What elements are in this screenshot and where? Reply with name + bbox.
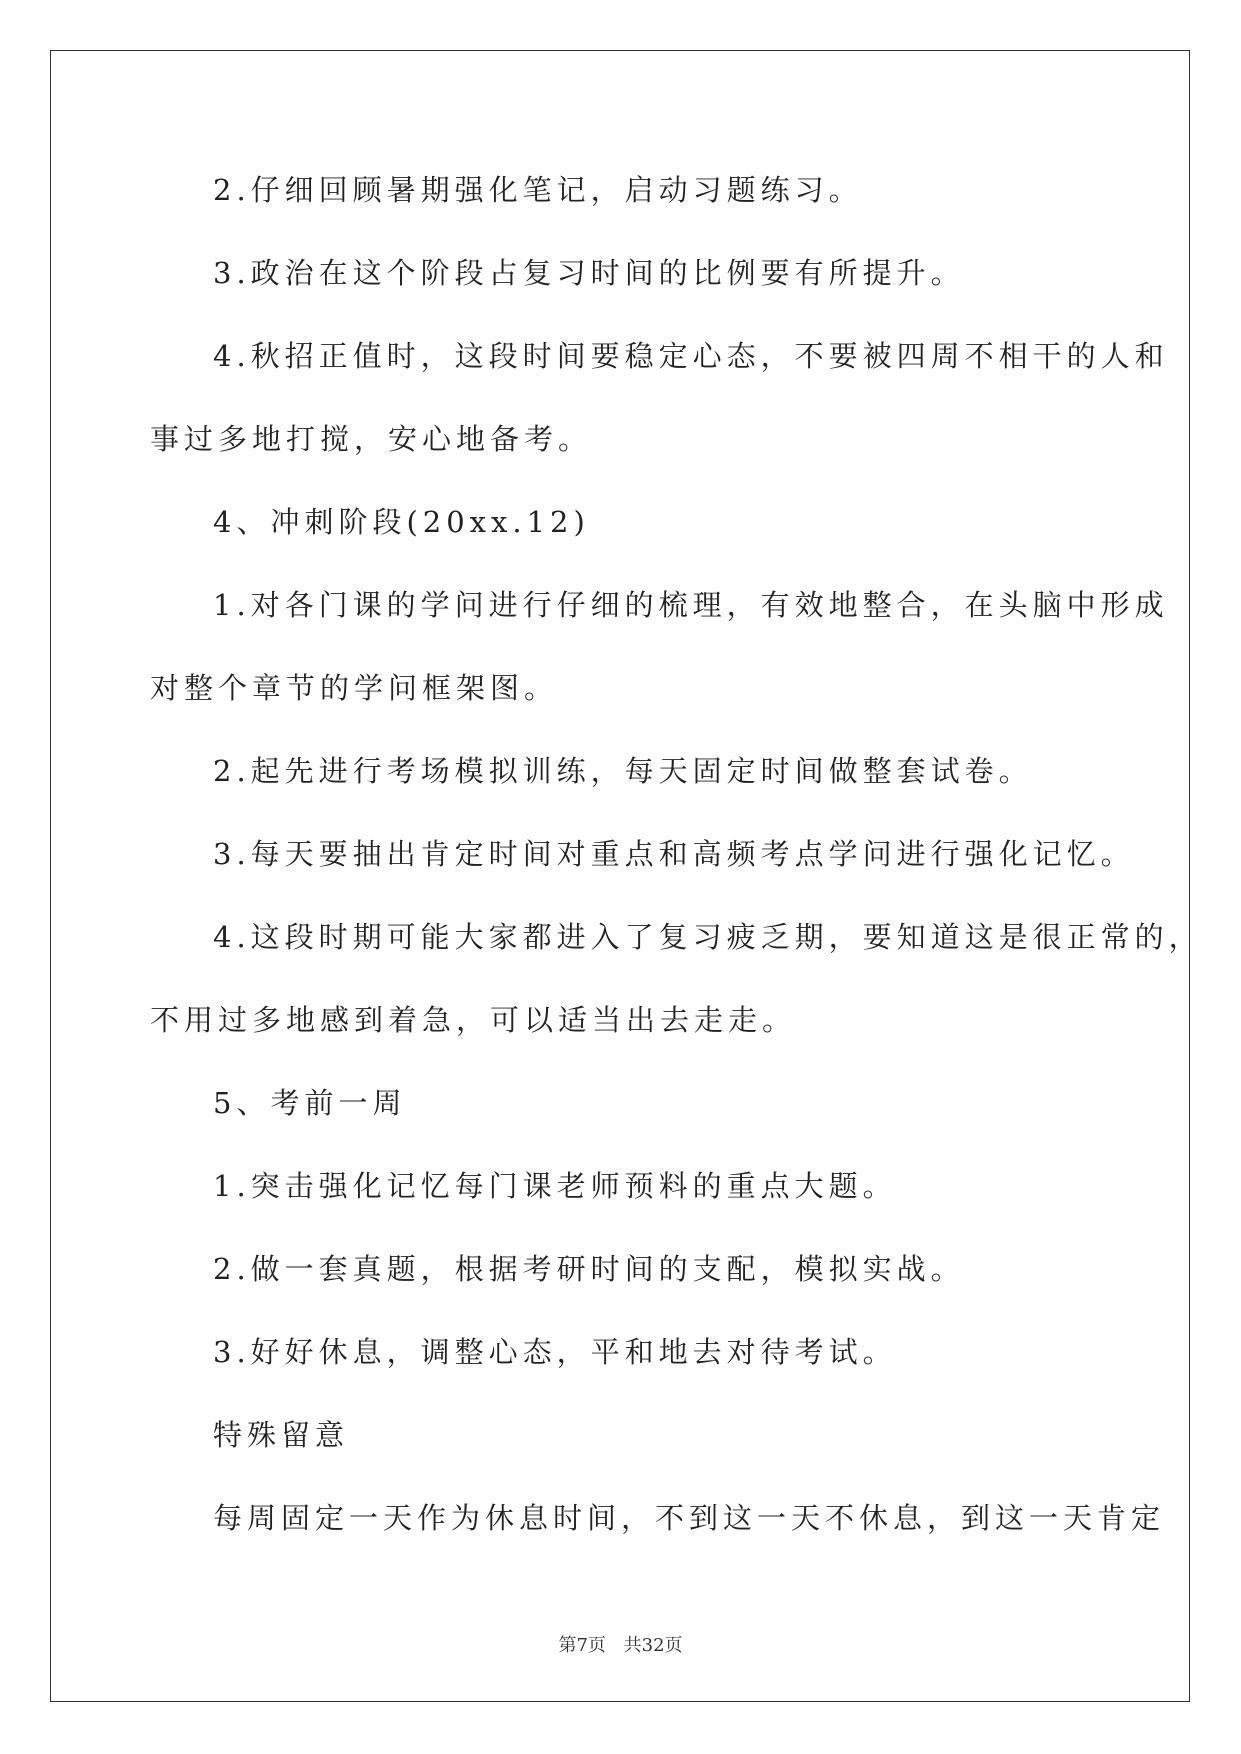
- page-footer: [0, 1634, 1241, 1658]
- paragraph-line: 2.起先进行考场模拟训练，每天固定时间做整套试卷。: [213, 754, 1033, 788]
- page-number: 第7页: [558, 1635, 606, 1656]
- paragraph-line: 不用过多地感到着急，可以适当出去走走。: [150, 1003, 797, 1037]
- paragraph-line: 3.每天要抽出肯定时间对重点和高频考点学问进行强化记忆。: [213, 837, 1135, 871]
- section-heading: 4、冲刺阶段(20xx.12): [213, 505, 590, 539]
- section-heading: 特殊留意: [213, 1418, 350, 1452]
- page-total: 共32页: [623, 1635, 683, 1656]
- paragraph-line: 3.好好休息，调整心态，平和地去对待考试。: [213, 1335, 897, 1369]
- paragraph-line: 2.做一套真题，根据考研时间的支配，模拟实战。: [213, 1252, 965, 1286]
- paragraph-line: 3.政治在这个阶段占复习时间的比例要有所提升。: [213, 256, 965, 290]
- paragraph-line: 每周固定一天作为休息时间，不到这一天不休息，到这一天肯定: [213, 1501, 1166, 1535]
- paragraph-line: 1.突击强化记忆每门课老师预料的重点大题。: [213, 1169, 897, 1203]
- paragraph-line: 4.秋招正值时，这段时间要稳定心态，不要被四周不相干的人和: [213, 339, 1169, 373]
- paragraph-line: 2.仔细回顾暑期强化笔记，启动习题练习。: [213, 173, 863, 207]
- section-heading: 5、考前一周: [213, 1086, 407, 1120]
- paragraph-line: 对整个章节的学问框架图。: [150, 671, 559, 705]
- paragraph-line: 4.这段时期可能大家都进入了复习疲乏期，要知道这是很正常的，: [213, 920, 1203, 954]
- paragraph-line: 事过多地打搅，安心地备考。: [150, 422, 593, 456]
- paragraph-line: 1.对各门课的学问进行仔细的梳理，有效地整合，在头脑中形成: [213, 588, 1169, 622]
